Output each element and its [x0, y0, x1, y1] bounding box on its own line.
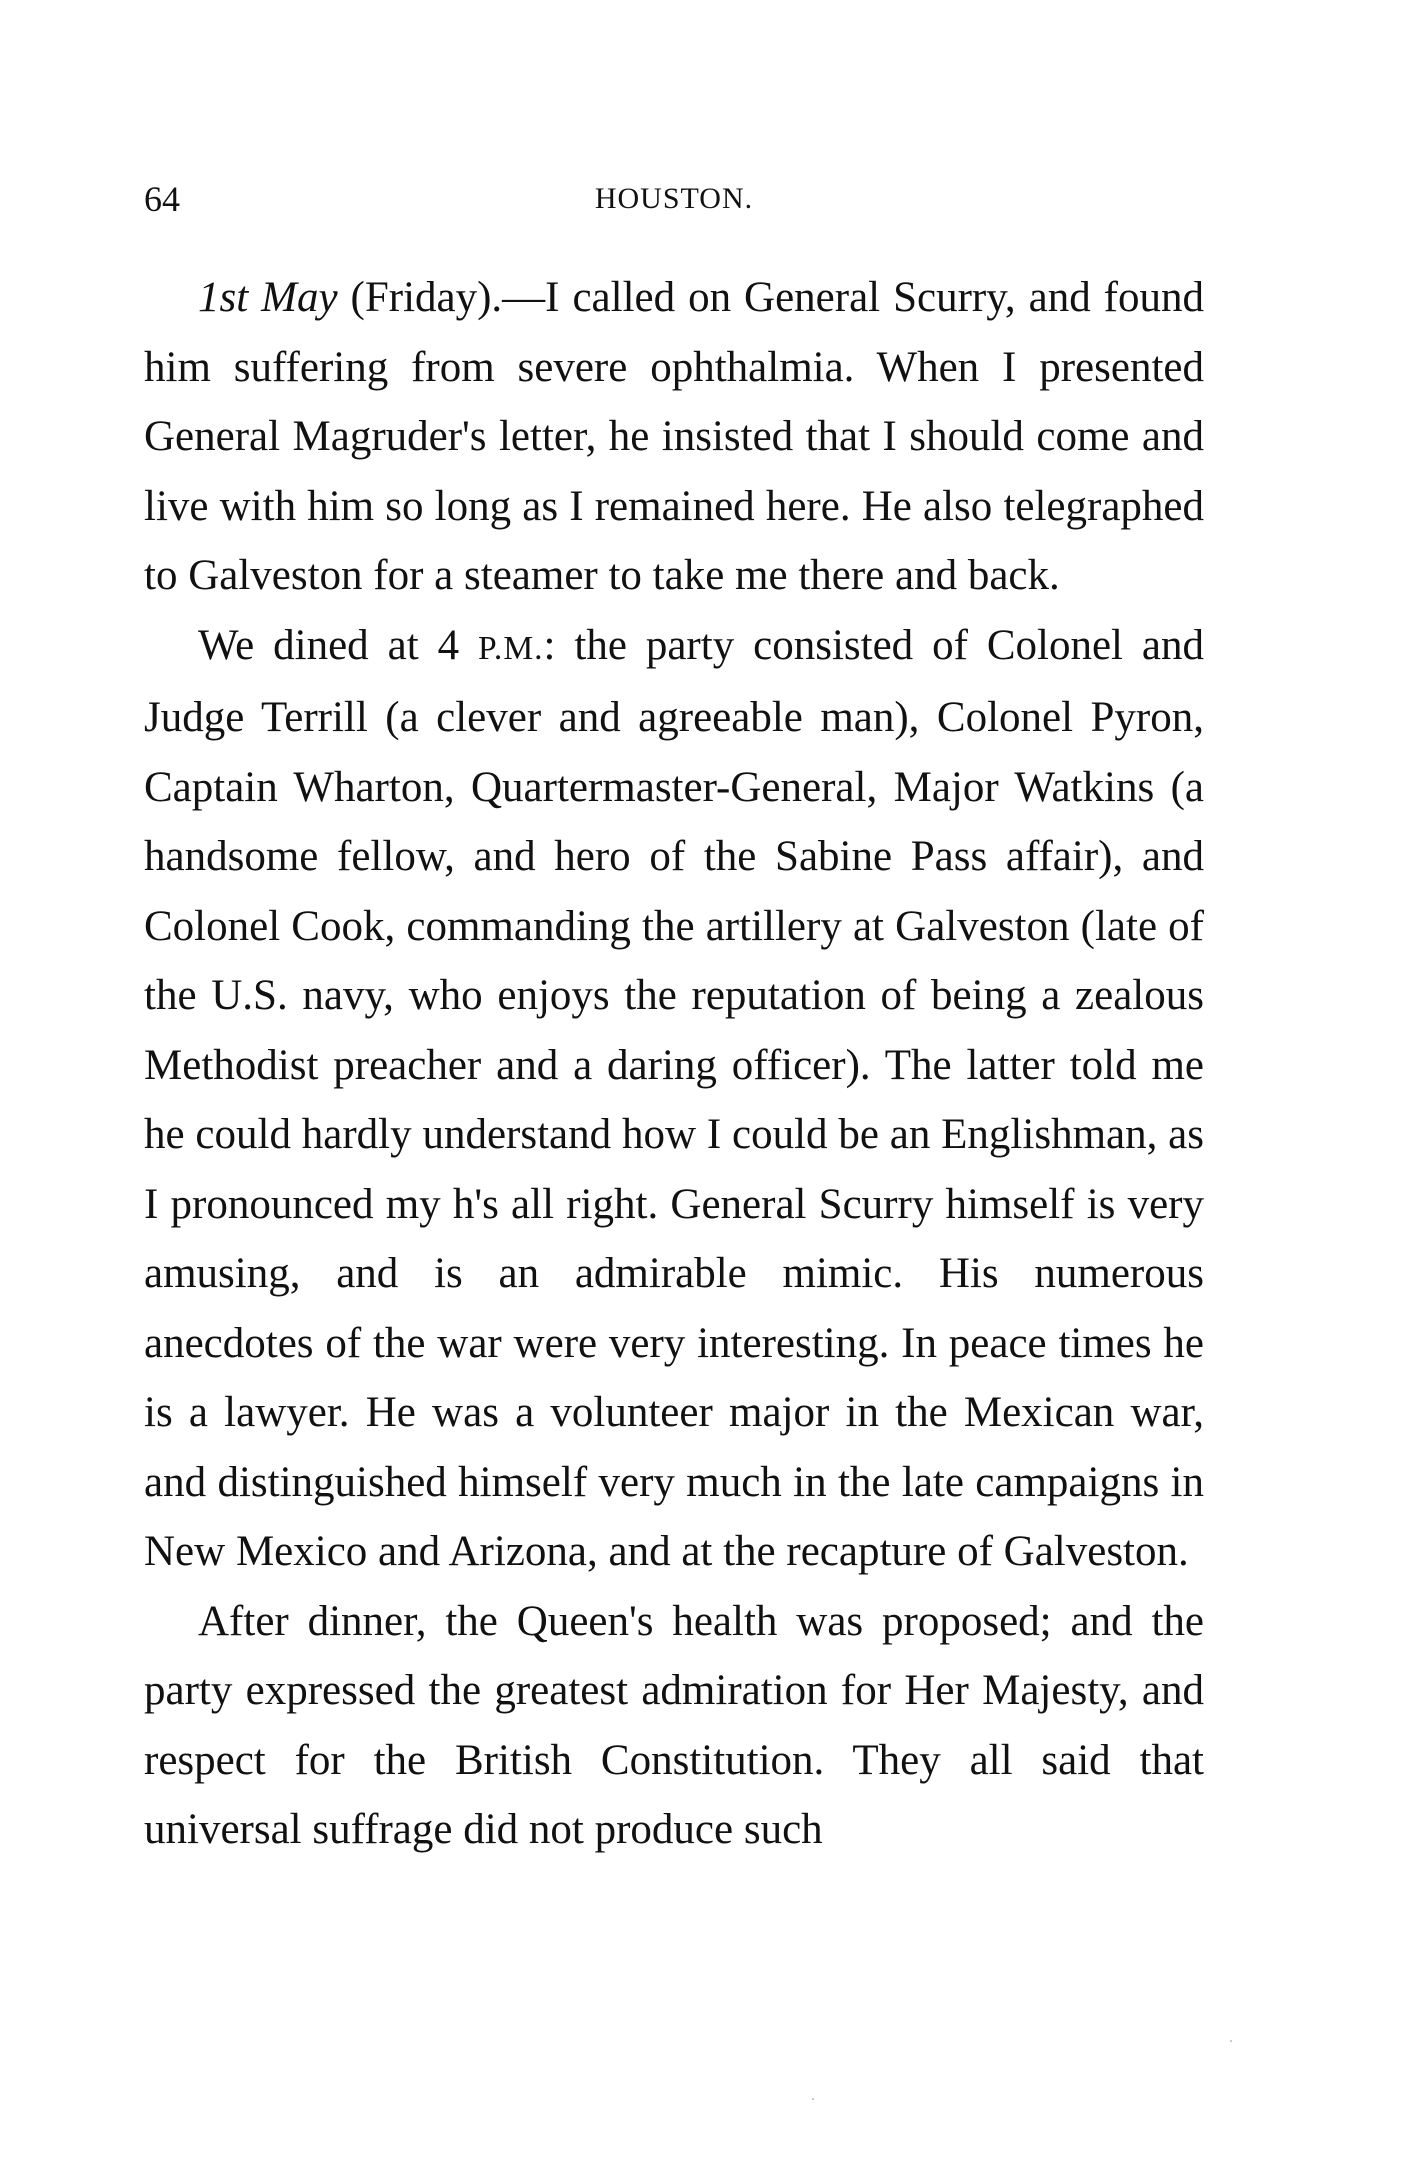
paragraph-1 — [144, 263, 1204, 611]
page-number: 64 — [144, 179, 180, 219]
paragraph-3-text: After dinner, the Queen's health was proposed; and the party expressed the greatest admiration for Her Majesty, and respect for the British Constitution. They all said that universal suffrage did not produce such — [144, 1597, 1204, 1853]
paragraph-2 — [144, 611, 1204, 1587]
paragraph-2-text-before: We dined at 4 — [198, 621, 478, 669]
paper-speck — [1230, 2040, 1232, 2042]
running-head: HOUSTON. — [594, 182, 754, 215]
paper-speck — [812, 2098, 814, 2100]
paragraph-3 — [144, 1587, 1204, 1865]
paragraph-2-text-after: : the party consisted of Colonel and Judge Terrill (a clever and agreeable man), Colonel Pyron, Captain Wharton, Quartermaster-General, Major Watkins (a handsome fellow, and hero of the Sabine Pass affair), and Colonel Cook, commanding the artillery at Galveston (late of the U.S. navy, who enjoys the reputation of being a zealous Methodist preacher and a daring officer). The latter told me he could hardly understand how I could be an Englishman, as I pronounced my h's all right. General Scurry himself is very amusing, and is an admirable mimic. His numerous anecdotes of the war were very interesting. In peace times he is a lawyer. He was a volunteer major in the Mexican war, and distinguished himself very much in the late campaigns in New Mexico and Arizona, and at the recapture of Galveston. — [144, 621, 1204, 1575]
paragraph-1-text: (Friday).—I called on General Scurry, and found him suffering from severe ophthalmia. When I presented General Magruder's letter, he insisted that I should come and live with him so long as I remained here. He also telegraphed to Galveston for a steamer to take me there and back. — [144, 274, 1205, 599]
entry-date: 1st May — [198, 274, 338, 321]
body-text — [144, 263, 1204, 1865]
page-header — [144, 174, 1204, 224]
time-abbreviation: P.M. — [478, 629, 544, 667]
